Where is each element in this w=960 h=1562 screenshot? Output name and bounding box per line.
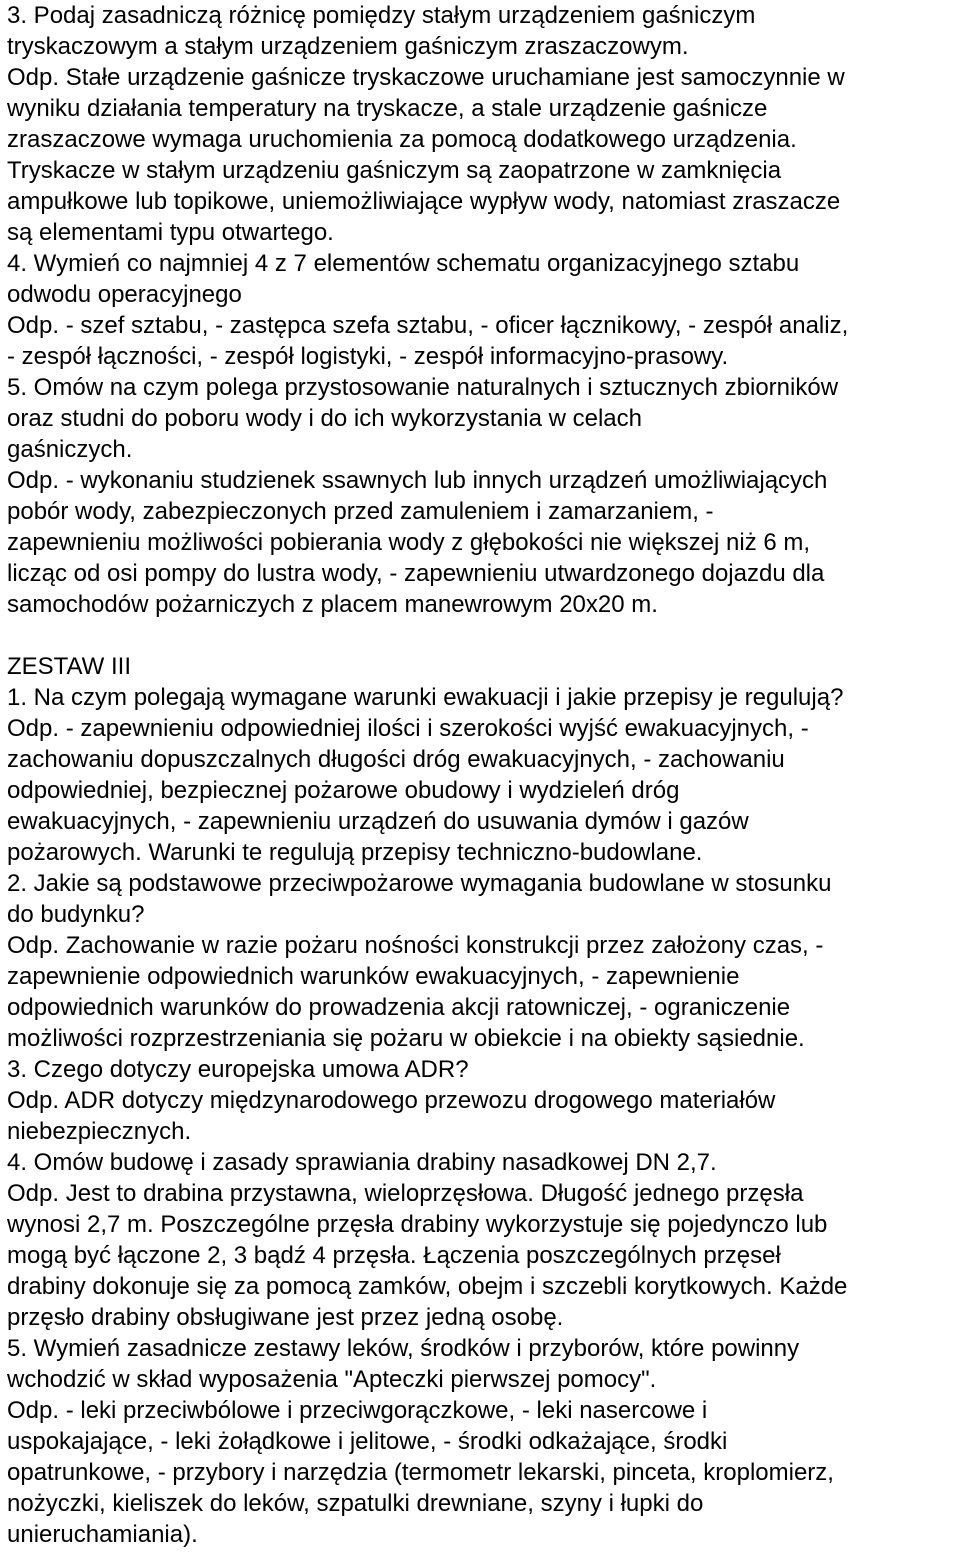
s3-q1-answer-line-1: Odp. - zapewnieniu odpowiedniej ilości i szerokości wyjść ewakuacyjnych, - <box>7 715 809 742</box>
s3-q2-answer-line-1: Odp. Zachowanie w razie pożaru nośności konstrukcji przez założony czas, - <box>7 932 824 959</box>
q5-answer-line-3: zapewnieniu możliwości pobierania wody z głębokości nie większej niż 6 m, <box>7 529 811 556</box>
s3-q4-answer-line-5: przęsło drabiny obsługiwane jest przez jedną osobę. <box>7 1304 564 1331</box>
s3-q2-question-line-1: 2. Jakie są podstawowe przeciwpożarowe wymagania budowlane w stosunku <box>7 870 832 897</box>
q5-answer-line-2: pobór wody, zabezpieczonych przed zamuleniem i zamarzaniem, - <box>7 498 714 525</box>
s3-q1-answer-line-2: zachowaniu dopuszczalnych długości dróg ewakuacyjnych, - zachowaniu <box>7 746 785 773</box>
s3-q2-answer-line-2: zapewnienie odpowiednich warunków ewakuacyjnych, - zapewnienie <box>7 963 740 990</box>
s3-q1-question: 1. Na czym polegają wymagane warunki ewakuacji i jakie przepisy je regulują? <box>7 684 844 711</box>
q5-question-line-1: 5. Omów na czym polega przystosowanie naturalnych i sztucznych zbiorników <box>7 374 839 401</box>
s3-q4-question: 4. Omów budowę i zasady sprawiania drabiny nasadkowej DN 2,7. <box>7 1149 717 1176</box>
q3-question-line-2: tryskaczowym a stałym urządzeniem gaśniczym zraszaczowym. <box>7 33 689 60</box>
s3-q1-answer-line-3: odpowiedniej, bezpiecznej pożarowe obudowy i wydzieleń dróg <box>7 777 680 804</box>
q3-answer-line-6: są elementami typu otwartego. <box>7 219 334 246</box>
q5-answer-line-1: Odp. - wykonaniu studzienek ssawnych lub innych urządzeń umożliwiających <box>7 467 828 494</box>
q4-answer-line-2: - zespół łączności, - zespół logistyki, - zespół informacyjno-prasowy. <box>7 343 729 370</box>
q3-question-line-1: 3. Podaj zasadniczą różnicę pomiędzy stałym urządzeniem gaśniczym <box>7 2 756 29</box>
q5-question-line-3: gaśniczych. <box>7 436 133 463</box>
section-heading: ZESTAW III <box>7 653 131 680</box>
q4-question-line-2: odwodu operacyjnego <box>7 281 242 308</box>
q5-answer-line-5: samochodów pożarniczych z placem manewrowym 20x20 m. <box>7 591 658 618</box>
q4-answer-line-1: Odp. - szef sztabu, - zastępca szefa sztabu, - oficer łącznikowy, - zespół analiz, <box>7 312 849 339</box>
q4-question-line-1: 4. Wymień co najmniej 4 z 7 elementów schematu organizacyjnego sztabu <box>7 250 800 277</box>
s3-q4-answer-line-2: wynosi 2,7 m. Poszczególne przęsła drabiny wykorzystuje się pojedynczo lub <box>7 1211 828 1238</box>
s3-q4-answer-line-4: drabiny dokonuje się za pomocą zamków, obejm i szczebli korytkowych. Każde <box>7 1273 848 1300</box>
q3-answer-line-1: Odp. Stałe urządzenie gaśnicze tryskaczowe uruchamiane jest samoczynnie w <box>7 64 845 91</box>
s3-q5-answer-line-5: unieruchamiania). <box>7 1521 198 1548</box>
blank-line <box>7 620 954 651</box>
s3-q4-answer-line-1: Odp. Jest to drabina przystawna, wieloprzęsłowa. Długość jednego przęsła <box>7 1180 804 1207</box>
s3-q2-answer-line-3: odpowiednich warunków do prowadzenia akcji ratowniczej, - ograniczenie <box>7 994 791 1021</box>
q5-answer-line-4: licząc od osi pompy do lustra wody, - zapewnieniu utwardzonego dojazdu dla <box>7 560 825 587</box>
s3-q3-answer-line-2: niebezpiecznych. <box>7 1118 192 1145</box>
s3-q3-answer-line-1: Odp. ADR dotyczy międzynarodowego przewozu drogowego materiałów <box>7 1087 776 1114</box>
s3-q5-question-line-2: wchodzić w skład wyposażenia "Apteczki pierwszej pomocy". <box>7 1366 657 1393</box>
s3-q5-answer-line-2: uspokajające, - leki żołądkowe i jelitowe, - środki odkażające, środki <box>7 1428 728 1455</box>
q3-answer-line-5: ampułkowe lub topikowe, uniemożliwiające wypływ wody, natomiast zraszacze <box>7 188 841 215</box>
q3-answer-line-2: wyniku działania temperatury na tryskacze, a stale urządzenie gaśnicze <box>7 95 768 122</box>
s3-q1-answer-line-5: pożarowych. Warunki te regulują przepisy techniczno-budowlane. <box>7 839 703 866</box>
q5-question-line-2: oraz studni do poboru wody i do ich wykorzystania w celach <box>7 405 642 432</box>
s3-q5-answer-line-3: opatrunkowe, - przybory i narzędzia (termometr lekarski, pinceta, kroplomierz, <box>7 1459 834 1486</box>
q3-answer-line-3: zraszaczowe wymaga uruchomienia za pomocą dodatkowego urządzenia. <box>7 126 797 153</box>
s3-q5-question-line-1: 5. Wymień zasadnicze zestawy leków, środków i przyborów, które powinny <box>7 1335 800 1362</box>
s3-q5-answer-line-1: Odp. - leki przeciwbólowe i przeciwgorączkowe, - leki nasercowe i <box>7 1397 708 1424</box>
s3-q5-answer-line-4: nożyczki, kieliszek do leków, szpatulki drewniane, szyny i łupki do <box>7 1490 704 1517</box>
s3-q1-answer-line-4: ewakuacyjnych, - zapewnieniu urządzeń do usuwania dymów i gazów <box>7 808 749 835</box>
s3-q3-question: 3. Czego dotyczy europejska umowa ADR? <box>7 1056 469 1083</box>
s3-q2-question-line-2: do budynku? <box>7 901 145 928</box>
s3-q2-answer-line-4: możliwości rozprzestrzeniania się pożaru w obiekcie i na obiekty sąsiednie. <box>7 1025 805 1052</box>
s3-q4-answer-line-3: mogą być łączone 2, 3 bądź 4 przęsła. Łączenia poszczególnych przęseł <box>7 1242 781 1269</box>
q3-answer-line-4: Tryskacze w stałym urządzeniu gaśniczym są zaopatrzone w zamknięcia <box>7 157 782 184</box>
